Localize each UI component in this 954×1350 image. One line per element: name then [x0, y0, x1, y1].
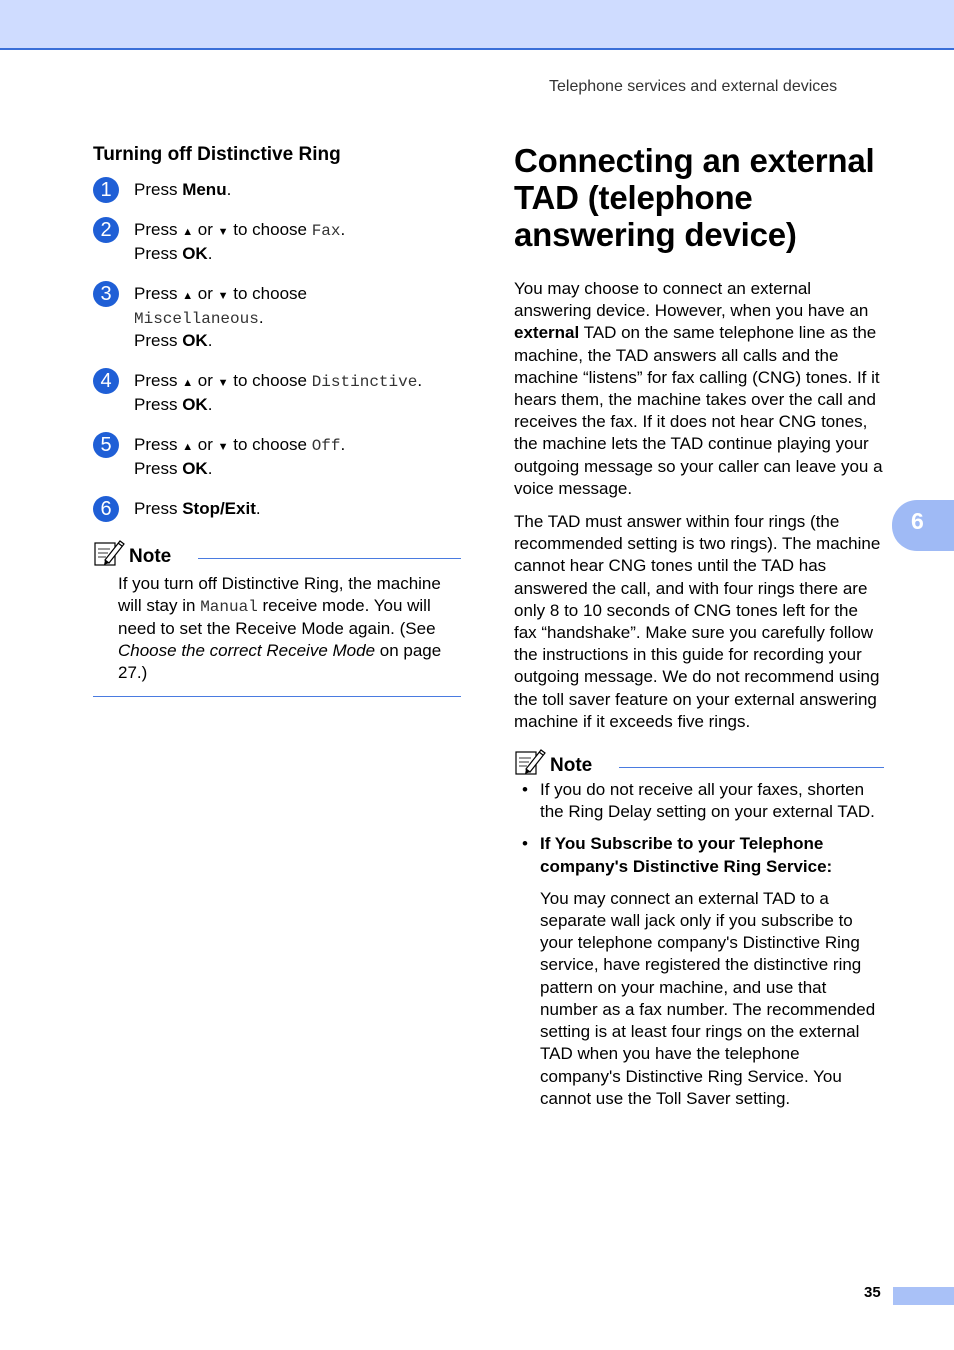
step-text: Press — [134, 284, 183, 303]
step-text: to choose — [228, 371, 312, 390]
step-text: Press — [134, 371, 183, 390]
step-text: . — [258, 308, 264, 327]
chapter-number: 6 — [911, 508, 924, 534]
step-text: . — [207, 244, 213, 263]
up-arrow-icon: ▲ — [182, 290, 194, 302]
step-6 — [93, 498, 461, 520]
step-5 — [93, 434, 461, 480]
running-header: Telephone services and external devices — [549, 78, 838, 95]
note-divider — [619, 767, 884, 768]
note-text: If you turn off Distinctive Ring, the machine will stay in — [118, 574, 441, 615]
step-number-badge: 3 — [93, 281, 119, 307]
footer-bar — [893, 1287, 954, 1305]
step-text: Press — [134, 331, 183, 350]
top-band — [0, 0, 954, 50]
display-option: Fax — [311, 222, 341, 240]
list-item-heading: If You Subscribe to your Telephone company's Distinctive Ring Service: — [540, 834, 833, 876]
page-title: Connecting an external TAD (telephone answering device) — [514, 142, 875, 253]
note-text: on page 27.) — [118, 641, 442, 682]
step-text: Press — [134, 499, 183, 518]
step-text: . — [255, 499, 261, 518]
display-option: Miscellaneous — [134, 310, 259, 328]
up-arrow-icon: ▲ — [182, 377, 194, 389]
down-arrow-icon: ▼ — [217, 377, 229, 389]
cross-reference: Choose the correct Receive Mode — [118, 641, 376, 660]
step-text: . — [340, 435, 346, 454]
list-item-text: If you do not receive all your faxes, shorten the Ring Delay setting on your external TAD. — [540, 780, 875, 822]
paragraph-text: You may choose to connect an external answering device. However, when you have an — [514, 279, 869, 321]
down-arrow-icon: ▼ — [217, 290, 229, 302]
key-name: Stop/Exit — [182, 499, 256, 518]
display-option: Distinctive — [311, 373, 418, 391]
step-number-badge: 5 — [93, 432, 119, 458]
step-text: or — [193, 371, 218, 390]
step-text: to choose — [228, 435, 312, 454]
note-header — [93, 538, 461, 570]
step-text: or — [193, 435, 218, 454]
emphasis: external — [514, 323, 580, 343]
step-text: Press — [134, 244, 183, 263]
right-column — [514, 142, 884, 1120]
note-list — [514, 779, 884, 1110]
list-item-text: You may connect an external TAD to a separate wall jack only if you subscribe to your telephone company's Distinctive Ring service, have registered the distinctive ring pattern on your machine, and use that number as a fax number. The recommended setting is at least four rings on the external TAD when you have the telephone company's Distinctive Ring Service. You cannot use the Toll Saver setting. — [540, 888, 876, 1108]
key-name: OK — [182, 331, 208, 350]
step-text: to choose — [228, 284, 307, 303]
step-3 — [93, 283, 461, 352]
chapter-tab — [892, 500, 954, 551]
section-heading: Turning off Distinctive Ring — [93, 144, 341, 165]
step-number-badge: 6 — [93, 496, 119, 522]
step-text: or — [193, 284, 218, 303]
note-bottom-divider — [93, 696, 461, 697]
note-pencil-icon — [514, 747, 546, 777]
step-text: Press — [134, 459, 183, 478]
step-text: . — [340, 220, 346, 239]
step-1 — [93, 179, 461, 201]
paragraph-1 — [514, 278, 884, 500]
paragraph-text: TAD on the same telephone line as the machine, the TAD answers all calls and the machine “listens” for fax calling (CNG) tones. If it hears them, the machine takes over the call and receives the fax. If it does not hear CNG tones, the machine lets the TAD continue playing your outgoing message so your caller can leave you a voice message. — [514, 323, 883, 498]
step-text: . — [207, 331, 213, 350]
note-body — [93, 573, 461, 684]
display-option: Manual — [200, 598, 258, 616]
bullet-icon: • — [522, 834, 528, 854]
note-header — [514, 747, 884, 779]
page-number: 35 — [864, 1284, 881, 1301]
note-text: receive mode. You will need to set the Receive Mode again. (See — [118, 596, 436, 638]
step-text: Press — [134, 180, 183, 199]
down-arrow-icon: ▼ — [217, 441, 229, 453]
step-text: . — [417, 371, 423, 390]
step-text: . — [207, 395, 213, 414]
step-number-badge: 2 — [93, 217, 119, 243]
note-box — [93, 538, 461, 697]
note-divider — [198, 558, 461, 559]
step-text: . — [226, 180, 232, 199]
step-number-badge: 1 — [93, 177, 119, 203]
note-title: Note — [550, 755, 593, 777]
step-number-badge: 4 — [93, 368, 119, 394]
left-column — [93, 144, 461, 697]
note-box-right — [514, 747, 884, 1110]
step-text: or — [193, 220, 218, 239]
list-item — [522, 833, 884, 1109]
key-name: Menu — [182, 180, 227, 199]
up-arrow-icon: ▲ — [182, 441, 194, 453]
display-option: Off — [311, 437, 341, 455]
down-arrow-icon: ▼ — [217, 226, 229, 238]
list-item — [522, 779, 884, 823]
key-name: OK — [182, 395, 208, 414]
key-name: OK — [182, 244, 208, 263]
step-text: . — [207, 459, 213, 478]
up-arrow-icon: ▲ — [182, 226, 194, 238]
step-text: to choose — [228, 220, 312, 239]
step-text: Press — [134, 435, 183, 454]
note-title: Note — [129, 546, 172, 567]
bullet-icon: • — [522, 780, 528, 800]
paragraph-2: The TAD must answer within four rings (the recommended setting is two rings). The machine cannot hear CNG tones until the TAD has answered the call, and with four rings there are only 8 to 10 seconds of CNG tones left for the fax “handshake”. Make sure you carefully follow the instructions in this guide for recording your outgoing message. We do not recommend using the toll saver feature on your external answering machine if it exceeds five rings. — [514, 512, 881, 731]
key-name: OK — [182, 459, 208, 478]
step-2 — [93, 219, 461, 265]
step-text: Press — [134, 395, 183, 414]
note-pencil-icon — [93, 538, 125, 568]
step-text: Press — [134, 220, 183, 239]
step-4 — [93, 370, 461, 416]
